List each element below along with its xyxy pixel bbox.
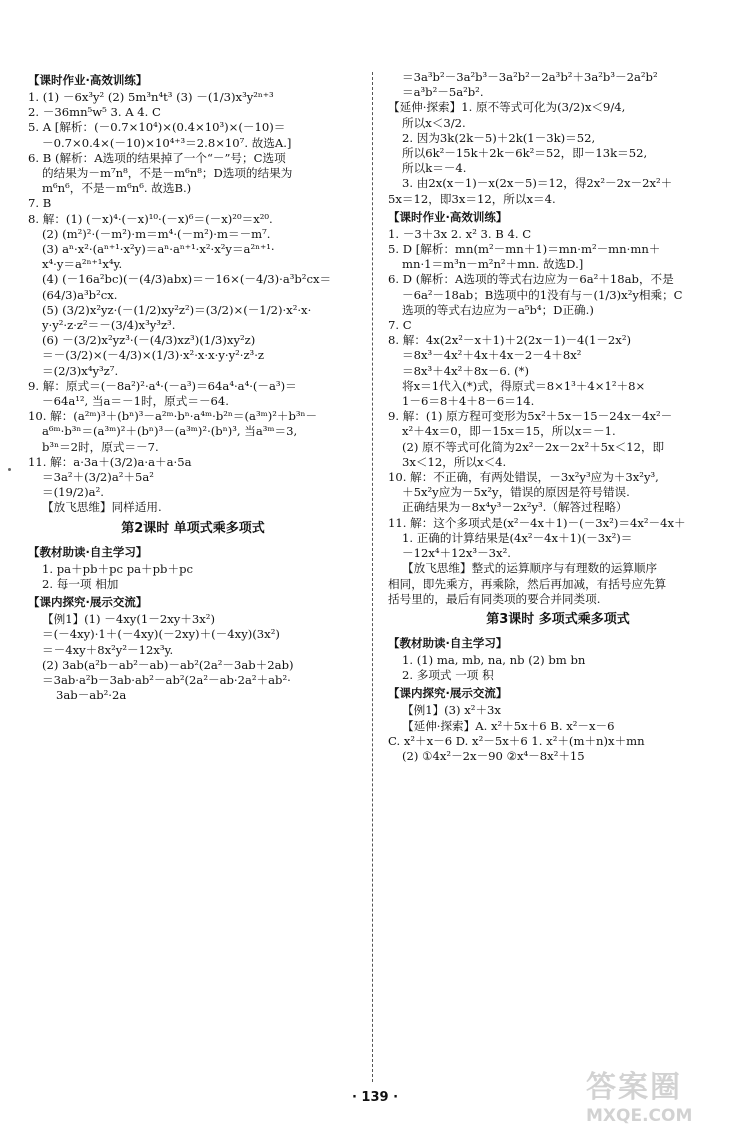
answer-line: 【例1】(1) －4xy(1－2xy＋3x²)	[42, 612, 215, 627]
answer-line: 将x＝1代入(*)式，得原式＝8×1³＋4×1²＋8×	[402, 378, 646, 393]
answer-line: y·y²·z·z²＝－(3/4)x³y³z³.	[42, 318, 176, 333]
answer-line: 所以k＝－4.	[402, 161, 467, 176]
answer-line: 2. 因为3k(2k－5)＋2k(1－3k)＝52,	[402, 130, 596, 145]
section-heading: 【教材助读·自主学习】	[28, 544, 148, 559]
answer-line: ＝8x³＋4x²＋8x－6. (*)	[402, 363, 530, 378]
answer-line: 1－6＝8＋4＋8－6＝14.	[402, 394, 535, 409]
answer-line: 1. 正确的计算结果是(4x²－4x＋1)(－3x²)＝	[402, 530, 633, 545]
answer-line: ＝3a²＋(3/2)a²＋5a²	[42, 470, 154, 485]
answer-line: 7. B	[28, 196, 52, 211]
answer-line: (6) －(3/2)x²yz³·(－(4/3)xz³)(1/3)xy²z)	[42, 333, 256, 348]
section-heading: 【教材助读·自主学习】	[388, 635, 508, 650]
column-divider	[372, 72, 373, 1082]
answer-line: －64a¹², 当a＝－1时，原式＝－64.	[42, 394, 229, 409]
answer-line: 相同，即先乘方，再乘除，然后再加减，有括号应先算	[388, 576, 667, 591]
answer-line: (2) 3ab(a²b－ab²－ab)－ab²(2a²－3ab＋2ab)	[42, 657, 294, 672]
answer-line: 6. B (解析：A选项的结果掉了一个“－”号；C选项	[28, 150, 286, 165]
answer-line: 1. (1) －6x³y² (2) 5m³n⁴t³ (3) －(1/3)x³y²ⁿ⁺³	[28, 90, 274, 104]
answer-line: ＝－(3/2)×(－4/3)×(1/3)·x²·x·x·y·y²·z³·z	[42, 348, 264, 363]
answer-line: 所以6k²－15k＋2k－6k²＝52，即－13k＝52,	[402, 146, 648, 161]
answer-line: (64/3)a³b²cx.	[42, 287, 118, 302]
answer-line: 5. D [解析：mn(m²－mn＋1)＝mn·m²－mn·mn＋	[388, 242, 661, 257]
answer-line: 8. 解：4x(2x²－x＋1)＋2(2x－1)－4(1－2x²)	[388, 333, 632, 348]
watermark-url: MXQE.COM	[586, 1106, 693, 1126]
answer-line: 8. 解：(1) (－x)⁴·(－x)¹⁰·(－x)⁶＝(－x)²⁰＝x²⁰.	[28, 211, 273, 226]
answer-line: ＝(19/2)a².	[42, 485, 104, 500]
answer-line: x²＋4x＝0，即－15x＝15，所以x＝－1.	[402, 424, 616, 439]
margin-mark	[8, 468, 11, 471]
answer-line: 【例1】(3) x²＋3x	[402, 703, 501, 718]
answer-line: ＝a³b²－5a²b².	[402, 85, 484, 100]
watermark-logo-text: 答案圈	[586, 1070, 682, 1105]
answer-line: 7. C	[388, 318, 412, 333]
answer-line: －0.7×0.4×(－10)×10⁴⁺³＝2.8×10⁷. 故选A.]	[42, 135, 292, 150]
answer-line: 9. 解：原式＝(－8a²)²·a⁴·(－a³)＝64a⁴·a⁴·(－a³)＝	[28, 378, 297, 393]
answer-line: (3) aⁿ·x²·(aⁿ⁺¹·x²y)＝aⁿ·aⁿ⁺¹·x²·x²y＝a²ⁿ⁺¹·	[42, 242, 275, 257]
answer-line: 2. 多项式 一项 积	[402, 668, 494, 683]
answer-line: 6. D (解析：A选项的等式右边应为－6a²＋18ab，不是	[388, 272, 674, 287]
answer-line: ＝(－4xy)·1＋(－4xy)(－2xy)＋(－4xy)(3x²)	[42, 627, 280, 642]
section-heading: 【课内探究·展示交流】	[388, 686, 508, 701]
answer-line: 10. 解：不正确，有两处错误，－3x²y³应为＋3x²y³,	[388, 470, 659, 485]
page-number: · 139 ·	[351, 1090, 399, 1105]
answer-line: mn·1＝m³n－m²n²＋mn. 故选D.]	[402, 257, 584, 272]
lesson-title: 第3课时 多项式乘多项式	[486, 611, 630, 627]
answer-line: 选项的等式右边应为－a⁵b⁴；D正确.)	[402, 302, 594, 317]
answer-line: ＝(2/3)x⁴y³z⁷.	[42, 363, 119, 378]
answer-line: －6a²－18ab；B选项中的1没有与－(1/3)x²y相乘；C	[402, 287, 683, 302]
answer-line: 【延伸·探索】1. 原不等式可化为(3/2)x＜9/4,	[388, 100, 626, 115]
answer-line: 5. A [解析：(－0.7×10⁴)×(0.4×10³)×(－10)＝	[28, 120, 286, 135]
answer-line: 括号里的，最后有同类项的要合并同类项.	[388, 591, 601, 606]
answer-line: ＝3a³b²－3a²b³－3a²b²－2a³b²＋3a²b³－2a²b²	[402, 70, 658, 84]
answer-line: 11. 解：这个多项式是(x²－4x＋1)－(－3x²)＝4x²－4x＋	[388, 515, 686, 530]
watermark-logo	[586, 1062, 736, 1126]
answer-line: 3x＜12，所以x＜4.	[402, 454, 507, 469]
answer-line: a⁶ᵐ·b³ⁿ＝(a³ᵐ)²＋(bⁿ)³－(a³ᵐ)²·(bⁿ)³, 当a³ᵐ＝3,	[42, 424, 298, 439]
answer-line: 1. pa＋pb＋pc pa＋pb＋pc	[42, 561, 193, 576]
answer-line: 9. 解：(1) 原方程可变形为5x²＋5x－15－24x－4x²－	[388, 409, 673, 424]
section-heading: 【课内探究·展示交流】	[28, 595, 148, 610]
answer-line: －12x⁴＋12x³－3x².	[402, 546, 511, 561]
answer-line: 【延伸·探索】A. x²＋5x＋6 B. x²－x－6	[402, 718, 615, 733]
answer-line: m⁶n⁶，不是－m⁶n⁶. 故选B.)	[42, 181, 192, 196]
answer-line: ＝－4xy＋8x²y²－12x³y.	[42, 642, 174, 657]
answer-line: 1. －3＋3x 2. x² 3. B 4. C	[388, 226, 532, 241]
answer-line: ＝3ab·a²b－3ab·ab²－ab²(2a²－ab·2a²＋ab²·	[42, 672, 291, 687]
answer-line: 5x＝12，即3x＝12，所以x＝4.	[388, 191, 556, 206]
answer-line: b³ⁿ＝2时，原式＝－7.	[42, 439, 159, 454]
answer-line: (4) (－16a²bc)(－(4/3)abx)＝－16×(－4/3)·a³b²cx＝	[42, 272, 332, 287]
answer-line: 2. －36mn⁵w⁵ 3. A 4. C	[28, 105, 161, 120]
section-heading: 【课时作业·高效训练】	[28, 73, 148, 87]
answer-line: ＋5x²y应为－5x²y，错误的原因是符号错误.	[402, 485, 630, 500]
answer-line: (2) 原不等式可化简为2x²－2x－2x²＋5x＜12，即	[402, 439, 665, 454]
answer-line: 3ab－ab²·2a	[56, 688, 127, 703]
left-column	[28, 70, 358, 703]
answer-line: 的结果为－m⁷n⁸，不是－m⁶n⁸；D选项的结果为	[42, 166, 293, 181]
answer-line: 【放飞思维】整式的运算顺序与有理数的运算顺序	[402, 561, 658, 576]
answer-line: 【放飞思维】同样适用.	[42, 500, 162, 515]
answer-line: 3. 由2x(x－1)－x(2x－5)＝12，得2x²－2x－2x²＋	[402, 176, 673, 191]
section-heading: 【课时作业·高效训练】	[388, 209, 508, 224]
answer-line: 所以x＜3/2.	[402, 115, 466, 130]
answer-line: C. x²＋x－6 D. x²－5x＋6 1. x²＋(m＋n)x＋mn	[388, 733, 645, 748]
answer-line: (5) (3/2)x²yz·(－(1/2)xy²z²)＝(3/2)×(－1/2)·x²·x·	[42, 302, 312, 317]
answer-line: (2) ①4x²－2x－90 ②x⁴－8x²＋15	[402, 748, 585, 763]
answer-line: 10. 解：(a²ᵐ)³＋(bⁿ)³－a²ᵐ·bⁿ·a⁴ᵐ·b²ⁿ＝(a³ᵐ)²＋b³ⁿ－	[28, 409, 318, 424]
answer-line: 正确结果为－8x⁴y³－2x²y³.（解答过程略）	[402, 500, 628, 515]
answer-line: 11. 解：a·3a＋(3/2)a·a＋a·5a	[28, 454, 192, 469]
right-column	[388, 70, 728, 764]
answer-line: ＝8x³－4x²＋4x＋4x－2－4＋8x²	[402, 348, 582, 363]
lesson-title: 第2课时 单项式乘多项式	[121, 520, 265, 536]
answer-line: x⁴·y＝a²ⁿ⁺¹x⁴y.	[42, 257, 123, 272]
answer-line: 1. (1) ma, mb, na, nb (2) bm bn	[402, 652, 586, 667]
answer-line: (2) (m²)²·(－m²)·m＝m⁴·(－m²)·m＝－m⁷.	[42, 226, 271, 241]
answer-line: 2. 每一项 相加	[42, 576, 119, 591]
